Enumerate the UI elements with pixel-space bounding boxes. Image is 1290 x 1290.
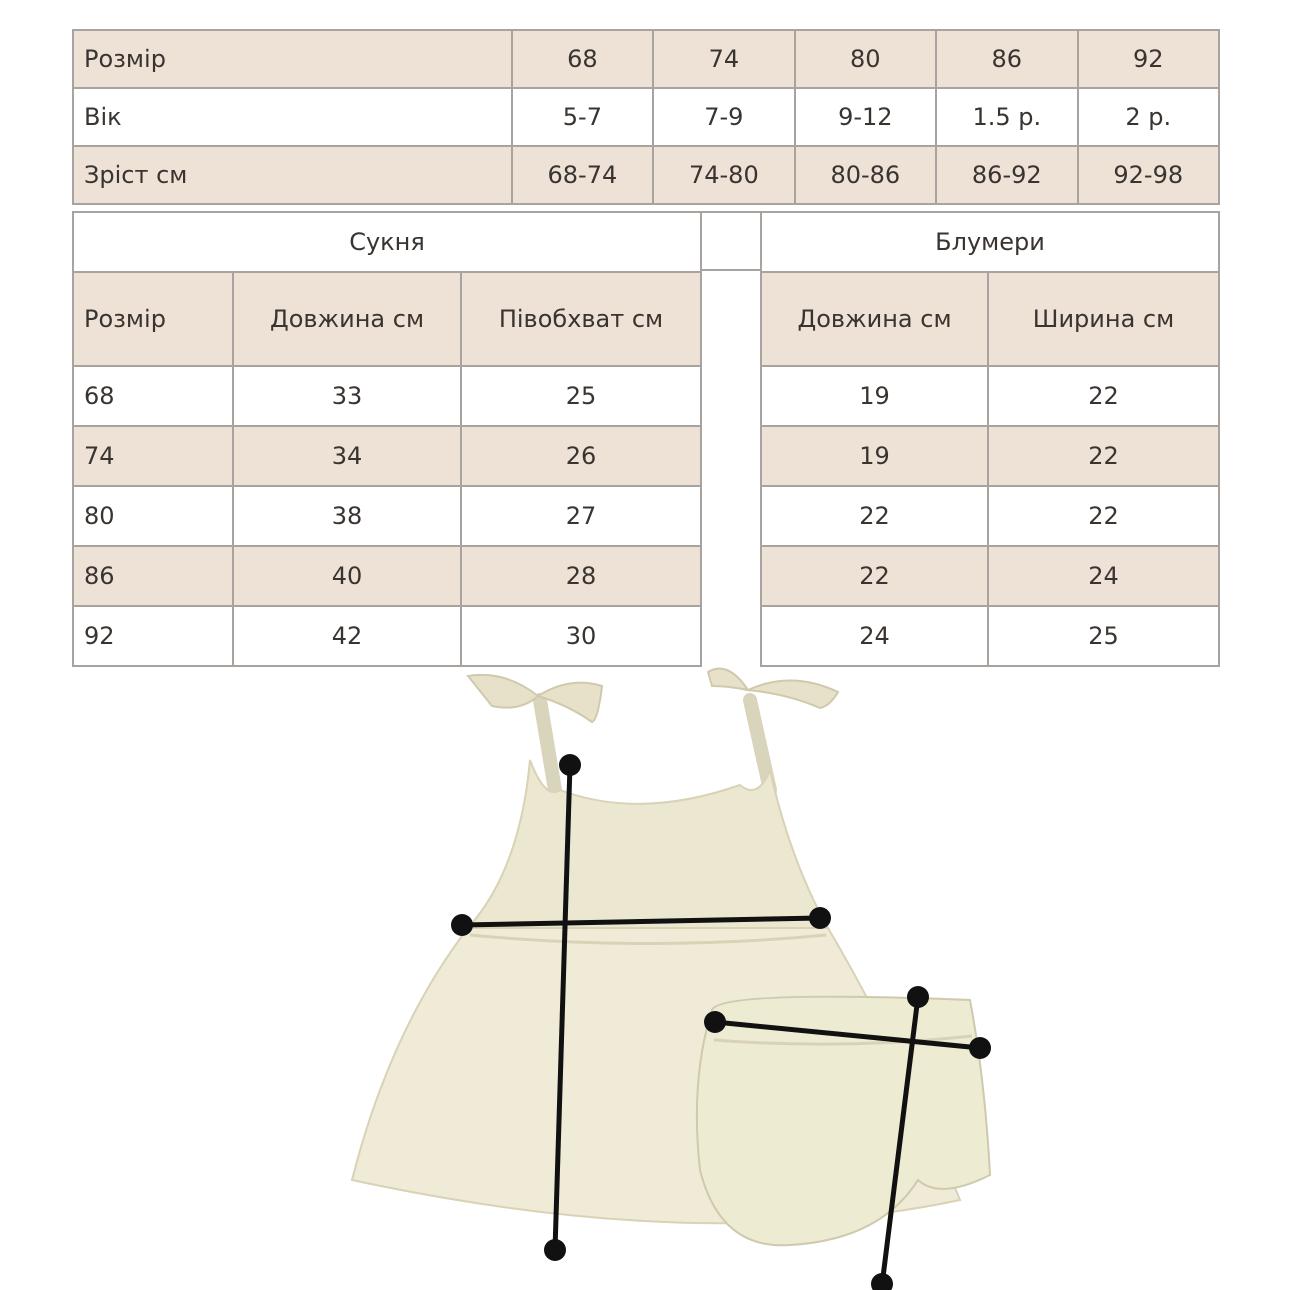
table-row [73, 546, 701, 606]
table-header-row [73, 272, 701, 366]
height-cell: 92-98 [1078, 146, 1219, 204]
table-row [761, 486, 1219, 546]
age-cell: 2 р. [1078, 88, 1219, 146]
table-cell: 33 [233, 366, 461, 426]
row-label-size: Розмір [73, 30, 512, 88]
table-cell: 92 [73, 606, 233, 666]
size-cell: 92 [1078, 30, 1219, 88]
size-cell: 80 [795, 30, 936, 88]
dress-title: Сукня [73, 212, 701, 272]
table-cell: 19 [761, 366, 988, 426]
table-cell: 22 [761, 546, 988, 606]
table-cell: 19 [761, 426, 988, 486]
column-header: Довжина см [761, 272, 988, 366]
table-header-row [761, 272, 1219, 366]
table-row [73, 88, 1219, 146]
table-row [73, 366, 701, 426]
column-header: Довжина см [233, 272, 461, 366]
age-cell: 7-9 [653, 88, 794, 146]
table-cell: 24 [988, 546, 1219, 606]
table-cell: 42 [233, 606, 461, 666]
table-cell: 27 [461, 486, 701, 546]
bloomers-measurements-table [760, 211, 1220, 667]
table-row [761, 212, 1219, 272]
table-row [761, 426, 1219, 486]
size-cell: 74 [653, 30, 794, 88]
table-cell: 22 [761, 486, 988, 546]
table-cell: 30 [461, 606, 701, 666]
height-cell: 68-74 [512, 146, 653, 204]
table-cell: 68 [73, 366, 233, 426]
column-header: Півобхват см [461, 272, 701, 366]
table-row [761, 546, 1219, 606]
height-cell: 74-80 [653, 146, 794, 204]
table-cell: 26 [461, 426, 701, 486]
table-cell: 25 [461, 366, 701, 426]
age-cell: 9-12 [795, 88, 936, 146]
table-row [761, 366, 1219, 426]
dress-measurements-table [72, 211, 702, 667]
table-cell: 80 [73, 486, 233, 546]
table-cell: 24 [761, 606, 988, 666]
table-cell: 22 [988, 486, 1219, 546]
row-label-age: Вік [73, 88, 512, 146]
table-row [73, 146, 1219, 204]
table-row [73, 212, 701, 272]
table-cell: 38 [233, 486, 461, 546]
height-cell: 86-92 [936, 146, 1077, 204]
table-row [73, 426, 701, 486]
size-overview-table [72, 29, 1220, 205]
table-cell: 34 [233, 426, 461, 486]
table-cell: 74 [73, 426, 233, 486]
table-cell: 28 [461, 546, 701, 606]
row-label-height: Зріст см [73, 146, 512, 204]
height-cell: 80-86 [795, 146, 936, 204]
garment-illustration [0, 640, 1290, 1290]
table-cell: 22 [988, 426, 1219, 486]
table-cell: 40 [233, 546, 461, 606]
age-cell: 1.5 р. [936, 88, 1077, 146]
table-row [73, 486, 701, 546]
column-header: Ширина см [988, 272, 1219, 366]
size-cell: 68 [512, 30, 653, 88]
table-cell: 22 [988, 366, 1219, 426]
column-header: Розмір [73, 272, 233, 366]
table-row [73, 30, 1219, 88]
table-cell: 25 [988, 606, 1219, 666]
bloomers-title: Блумери [761, 212, 1219, 272]
age-cell: 5-7 [512, 88, 653, 146]
table-cell: 86 [73, 546, 233, 606]
table-gap [701, 211, 761, 271]
size-cell: 86 [936, 30, 1077, 88]
